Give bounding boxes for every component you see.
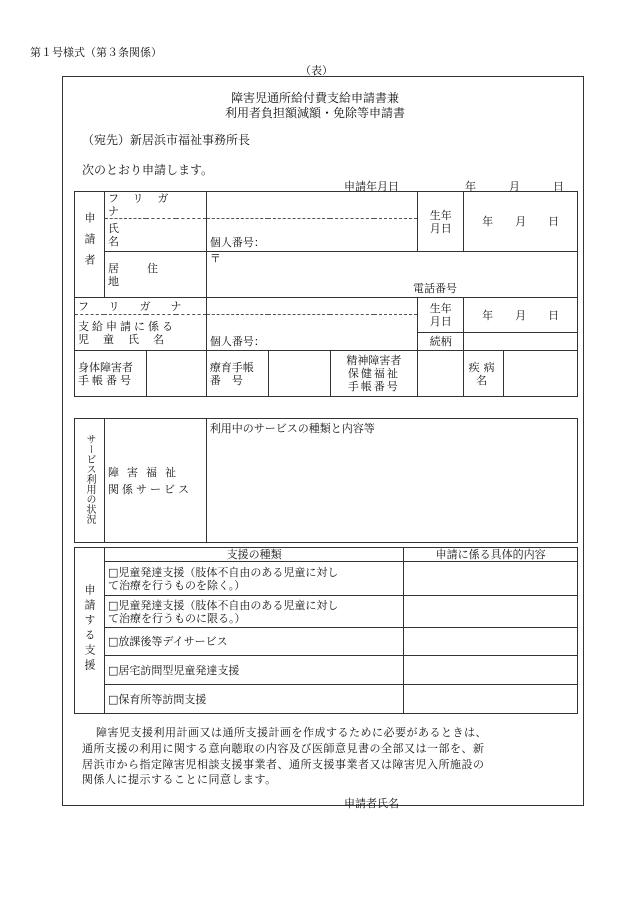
consent-line1: 障害児支援利用計画又は通所支援計画を作成するために必要があるときは、 bbox=[96, 726, 487, 739]
support-detail-field[interactable] bbox=[404, 628, 578, 656]
applicant-address-field[interactable] bbox=[206, 252, 577, 298]
service-type-label: 障害福祉 関係サービス bbox=[104, 419, 206, 543]
disease-label: 疾病名 bbox=[464, 351, 504, 397]
mental-handbook-field[interactable] bbox=[418, 351, 464, 397]
addressee: （宛先）新居浜市福祉事務所長 bbox=[82, 133, 251, 147]
applicant-furigana-field[interactable] bbox=[206, 192, 417, 219]
page-side: （表） bbox=[300, 64, 333, 77]
support-item[interactable]: □保育所等訪問支援 bbox=[104, 685, 403, 714]
support-detail-field[interactable] bbox=[404, 596, 578, 628]
rehab-handbook-field[interactable] bbox=[268, 351, 330, 397]
applicant-personal-number[interactable]: 個人番号： bbox=[206, 219, 417, 252]
service-usage-field[interactable] bbox=[206, 419, 577, 543]
consent-line4: 関係人に提示することに同意します。 bbox=[82, 773, 277, 786]
child-furigana-field[interactable] bbox=[206, 298, 417, 315]
form-id: 第１号様式（第３条関係） bbox=[30, 46, 162, 59]
title-line1: 障害児通所給付費支給申請書兼 bbox=[230, 91, 399, 105]
support-item[interactable]: □児童発達支援（肢体不自由のある児童に対し て治療を行うものを除く。） bbox=[104, 562, 403, 596]
child-relation-label: 続柄 bbox=[418, 333, 464, 351]
child-birth-field[interactable]: 年 月 日 bbox=[464, 298, 578, 333]
child-relation-field[interactable] bbox=[464, 333, 578, 351]
applicant-furigana-label: フリガナ bbox=[104, 192, 206, 219]
support-type-header: 支援の種類 bbox=[104, 548, 403, 562]
child-birth-label: 生年月日 bbox=[418, 298, 464, 333]
postal-mark: 〒 bbox=[209, 252, 221, 265]
support-item[interactable]: □児童発達支援（肢体不自由のある児童に対し て治療を行うものに限る。） bbox=[104, 596, 403, 628]
applicant-table bbox=[74, 191, 578, 397]
applicant-birth-label: 生年月日 bbox=[418, 192, 464, 252]
physical-handbook-field[interactable] bbox=[146, 351, 206, 397]
applicant-name-label: 氏名 bbox=[104, 219, 206, 252]
applicant-address-label: 居住地 bbox=[104, 252, 206, 298]
support-item[interactable]: □居宅訪問型児童発達支援 bbox=[104, 656, 403, 685]
signature-label: 申請者氏名 bbox=[344, 797, 399, 810]
consent-line2: 通所支援の利用に関する意向聴取の内容及び医師意見書の全部又は一部を、新 bbox=[82, 742, 485, 755]
child-name-label: 支給申請に係る 児童氏名 bbox=[75, 315, 207, 351]
service-usage-side-label: サービス利用の状況 bbox=[75, 419, 105, 543]
rehab-handbook-label: 療育手帳 番 号 bbox=[206, 351, 268, 397]
physical-handbook-label: 身体障害者 手帳番号 bbox=[75, 351, 147, 397]
service-usage-table bbox=[74, 418, 578, 543]
intro-text: 次のとおり申請します。 bbox=[82, 163, 214, 177]
applicant-label: 申請者 bbox=[75, 192, 105, 298]
application-date: 申請年月日 年 月 日 bbox=[344, 180, 564, 193]
support-side-label: 申請する支援 bbox=[75, 548, 105, 714]
mental-handbook-label: 精神障害者 保健福祉 手帳番号 bbox=[330, 351, 418, 397]
support-detail-field[interactable] bbox=[404, 685, 578, 714]
title-line2: 利用者負担額減額・免除等申請書 bbox=[224, 106, 405, 120]
child-personal-number[interactable]: 個人番号： bbox=[206, 315, 417, 351]
support-detail-header: 申請に係る具体的内容 bbox=[404, 548, 578, 562]
service-usage-header: 利用中のサービスの種類と内容等 bbox=[209, 422, 375, 435]
child-furigana-label: フリガナ bbox=[75, 298, 207, 315]
support-detail-field[interactable] bbox=[404, 562, 578, 596]
consent-line3: 居浜市から指定障害児相談支援事業者、通所支援事業者又は障害児入所施設の bbox=[82, 758, 485, 771]
applicant-birth-field[interactable]: 年 月 日 bbox=[464, 192, 578, 252]
disease-field[interactable] bbox=[504, 351, 578, 397]
support-detail-field[interactable] bbox=[404, 656, 578, 685]
support-table bbox=[74, 547, 578, 714]
support-item[interactable]: □放課後等デイサービス bbox=[104, 628, 403, 656]
applicant-phone: 電話番号 bbox=[413, 282, 457, 295]
